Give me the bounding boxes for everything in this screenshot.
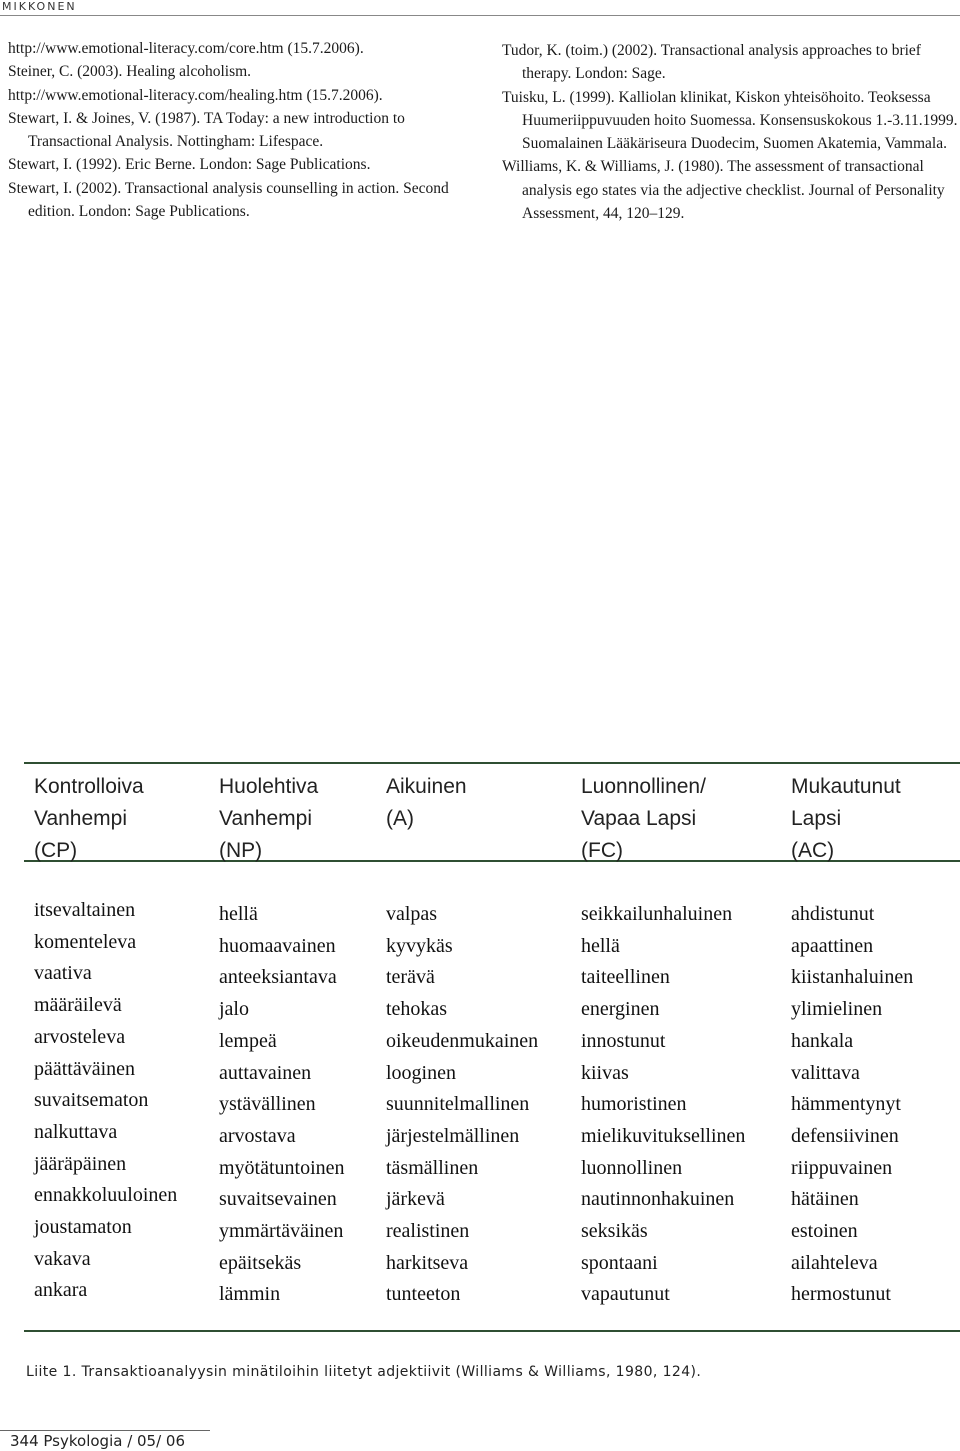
reference-item: http://www.emotional-literacy.com/core.htm (15.7.2006). <box>8 40 364 57</box>
adjective-cell: myötätuntoinen <box>219 1156 345 1179</box>
adjective-cell: luonnollinen <box>581 1156 683 1179</box>
column-np-items <box>219 899 345 1311</box>
reference-item: Stewart, I. (1992). Eric Berne. London: Sage Publications. <box>8 156 371 174</box>
adjective-cell: suvaitsematon <box>34 1089 149 1112</box>
adjective-cell: hermostunut <box>791 1283 891 1306</box>
reference-item: Williams, K. & Williams, J. (1980). The assessment of transactional analysis ego states via the adjective checklist. Journal of Personality Assessment, 44, 120–129. <box>502 158 945 223</box>
table-body <box>24 862 960 1332</box>
adjective-cell: hankala <box>791 1029 854 1052</box>
adjective-cell: päättäväinen <box>34 1057 136 1080</box>
adjective-cell: estoinen <box>791 1220 858 1243</box>
adjective-cell: järjestelmällinen <box>386 1124 520 1147</box>
adjective-cell: epäitsekäs <box>219 1251 302 1274</box>
adjective-cell: ystävällinen <box>219 1093 316 1116</box>
adjective-cell: hämmentynyt <box>791 1093 901 1116</box>
adjective-cell: humoristinen <box>581 1093 687 1116</box>
adjective-cell: energinen <box>581 998 660 1021</box>
adjective-cell: spontaani <box>581 1251 658 1274</box>
adjective-cell: riippuvainen <box>791 1156 893 1179</box>
adjective-cell: oikeudenmukainen <box>386 1029 539 1052</box>
adjective-cell: vaativa <box>34 962 92 985</box>
adjective-cell: hätäinen <box>791 1188 859 1211</box>
adjective-cell: hellä <box>581 934 620 957</box>
adjective-cell: suunnitelmallinen <box>386 1093 530 1116</box>
adjective-cell: arvostava <box>219 1124 296 1147</box>
adjective-cell: terävä <box>386 966 435 989</box>
adjective-cell: ylimielinen <box>791 998 883 1021</box>
adjective-cell: arvosteleva <box>34 1025 126 1048</box>
column-header-fc: Luonnollinen/ Vapaa Lapsi (FC) <box>581 775 706 862</box>
adjective-cell: anteeksiantava <box>219 966 337 989</box>
column-header-a: Aikuinen (A) <box>386 775 467 830</box>
table-header-row <box>24 762 960 862</box>
adjective-cell: täsmällinen <box>386 1156 479 1179</box>
adjective-cell: vapautunut <box>581 1283 670 1306</box>
adjective-cell: määräilevä <box>34 994 122 1017</box>
footer-rule <box>0 1430 210 1431</box>
adjective-cell: seksikäs <box>581 1220 648 1243</box>
adjective-cell: auttavainen <box>219 1061 312 1084</box>
column-header-ac: Mukautunut Lapsi (AC) <box>791 775 901 862</box>
adjective-cell: ankara <box>34 1279 88 1302</box>
adjective-cell: jääräpäinen <box>34 1152 127 1175</box>
column-cp-items <box>34 895 177 1307</box>
adjective-cell: valittava <box>791 1061 860 1084</box>
adjective-cell: tunteeton <box>386 1283 461 1306</box>
adjective-cell: itsevaltainen <box>34 899 136 921</box>
adjective-cell: huomaavainen <box>219 934 336 957</box>
adjective-cell: defensiivinen <box>791 1124 899 1147</box>
column-a-items <box>386 899 538 1311</box>
adjective-cell: hellä <box>219 903 258 925</box>
adjective-table <box>24 762 960 1332</box>
references-right-column <box>502 39 960 225</box>
adjective-cell: komenteleva <box>34 930 137 953</box>
adjective-cell: ymmärtäväinen <box>219 1220 344 1243</box>
reference-item: Steiner, C. (2003). Healing alcoholism. <box>8 63 252 81</box>
adjective-cell: taiteellinen <box>581 966 670 989</box>
adjective-cell: vakava <box>34 1247 91 1270</box>
page-footer: 344 Psykologia / 05/ 06 <box>10 1432 186 1450</box>
adjective-cell: ahdistunut <box>791 903 875 925</box>
adjective-cell: kiistanhaluinen <box>791 966 914 989</box>
adjective-cell: mielikuvituksellinen <box>581 1124 746 1147</box>
adjective-cell: seikkailunhaluinen <box>581 903 733 925</box>
adjective-cell: looginen <box>386 1061 456 1084</box>
column-fc-items <box>581 899 745 1311</box>
reference-item: Stewart, I. & Joines, V. (1987). TA Today: a new introduction to Transactional Analysis. Nottingham: Lifespace. <box>8 109 405 151</box>
adjective-cell: ailahteleva <box>791 1251 878 1274</box>
adjective-cell: nautinnonhakuinen <box>581 1188 735 1211</box>
reference-item: Tuisku, L. (1999). Kalliolan klinikat, Kiskon yhteisöhoito. Teoksessa Huumeriippuvuuden hoito Suomessa. Konsensuskokous 1.-3.11.1999. Suomalainen Lääkäriseura Duodecim, Suomen Akatemia, Vammala. <box>502 88 958 153</box>
running-header <box>0 0 960 16</box>
adjective-cell: suvaitsevainen <box>219 1188 337 1211</box>
adjective-cell: lempeä <box>219 1029 277 1052</box>
adjective-cell: realistinen <box>386 1220 470 1243</box>
adjective-cell: kyvykäs <box>386 934 453 957</box>
reference-item: http://www.emotional-literacy.com/healing.htm (15.7.2006). <box>8 86 383 104</box>
adjective-cell: lämmin <box>219 1283 281 1306</box>
adjective-cell: järkevä <box>386 1188 445 1211</box>
reference-item: Tudor, K. (toim.) (2002). Transactional analysis approaches to brief therapy. London: Sage. <box>502 42 921 83</box>
reference-item: Stewart, I. (2002). Transactional analysis counselling in action. Second edition. London: Sage Publications. <box>8 179 449 221</box>
running-title: MIKKONEN <box>2 0 77 13</box>
table-caption: Liite 1. Transaktioanalyysin minätiloihin liitetyt adjektiivit (Williams & Williams, 1980, 124). <box>26 1364 702 1380</box>
adjective-cell: ennakkoluuloinen <box>34 1184 178 1207</box>
references-left-column <box>8 37 456 223</box>
adjective-cell: kiivas <box>581 1061 629 1084</box>
column-header-np: Huolehtiva Vanhempi (NP) <box>219 775 319 862</box>
adjective-cell: jalo <box>219 998 249 1021</box>
adjective-cell: joustamaton <box>34 1216 132 1239</box>
adjective-cell: valpas <box>386 903 438 925</box>
adjective-cell: tehokas <box>386 998 448 1021</box>
column-header-cp: Kontrolloiva Vanhempi (CP) <box>34 775 144 862</box>
adjective-cell: innostunut <box>581 1029 666 1052</box>
column-ac-items <box>791 899 913 1311</box>
adjective-cell: nalkuttava <box>34 1120 118 1143</box>
adjective-cell: apaattinen <box>791 934 874 957</box>
adjective-cell: harkitseva <box>386 1251 469 1274</box>
